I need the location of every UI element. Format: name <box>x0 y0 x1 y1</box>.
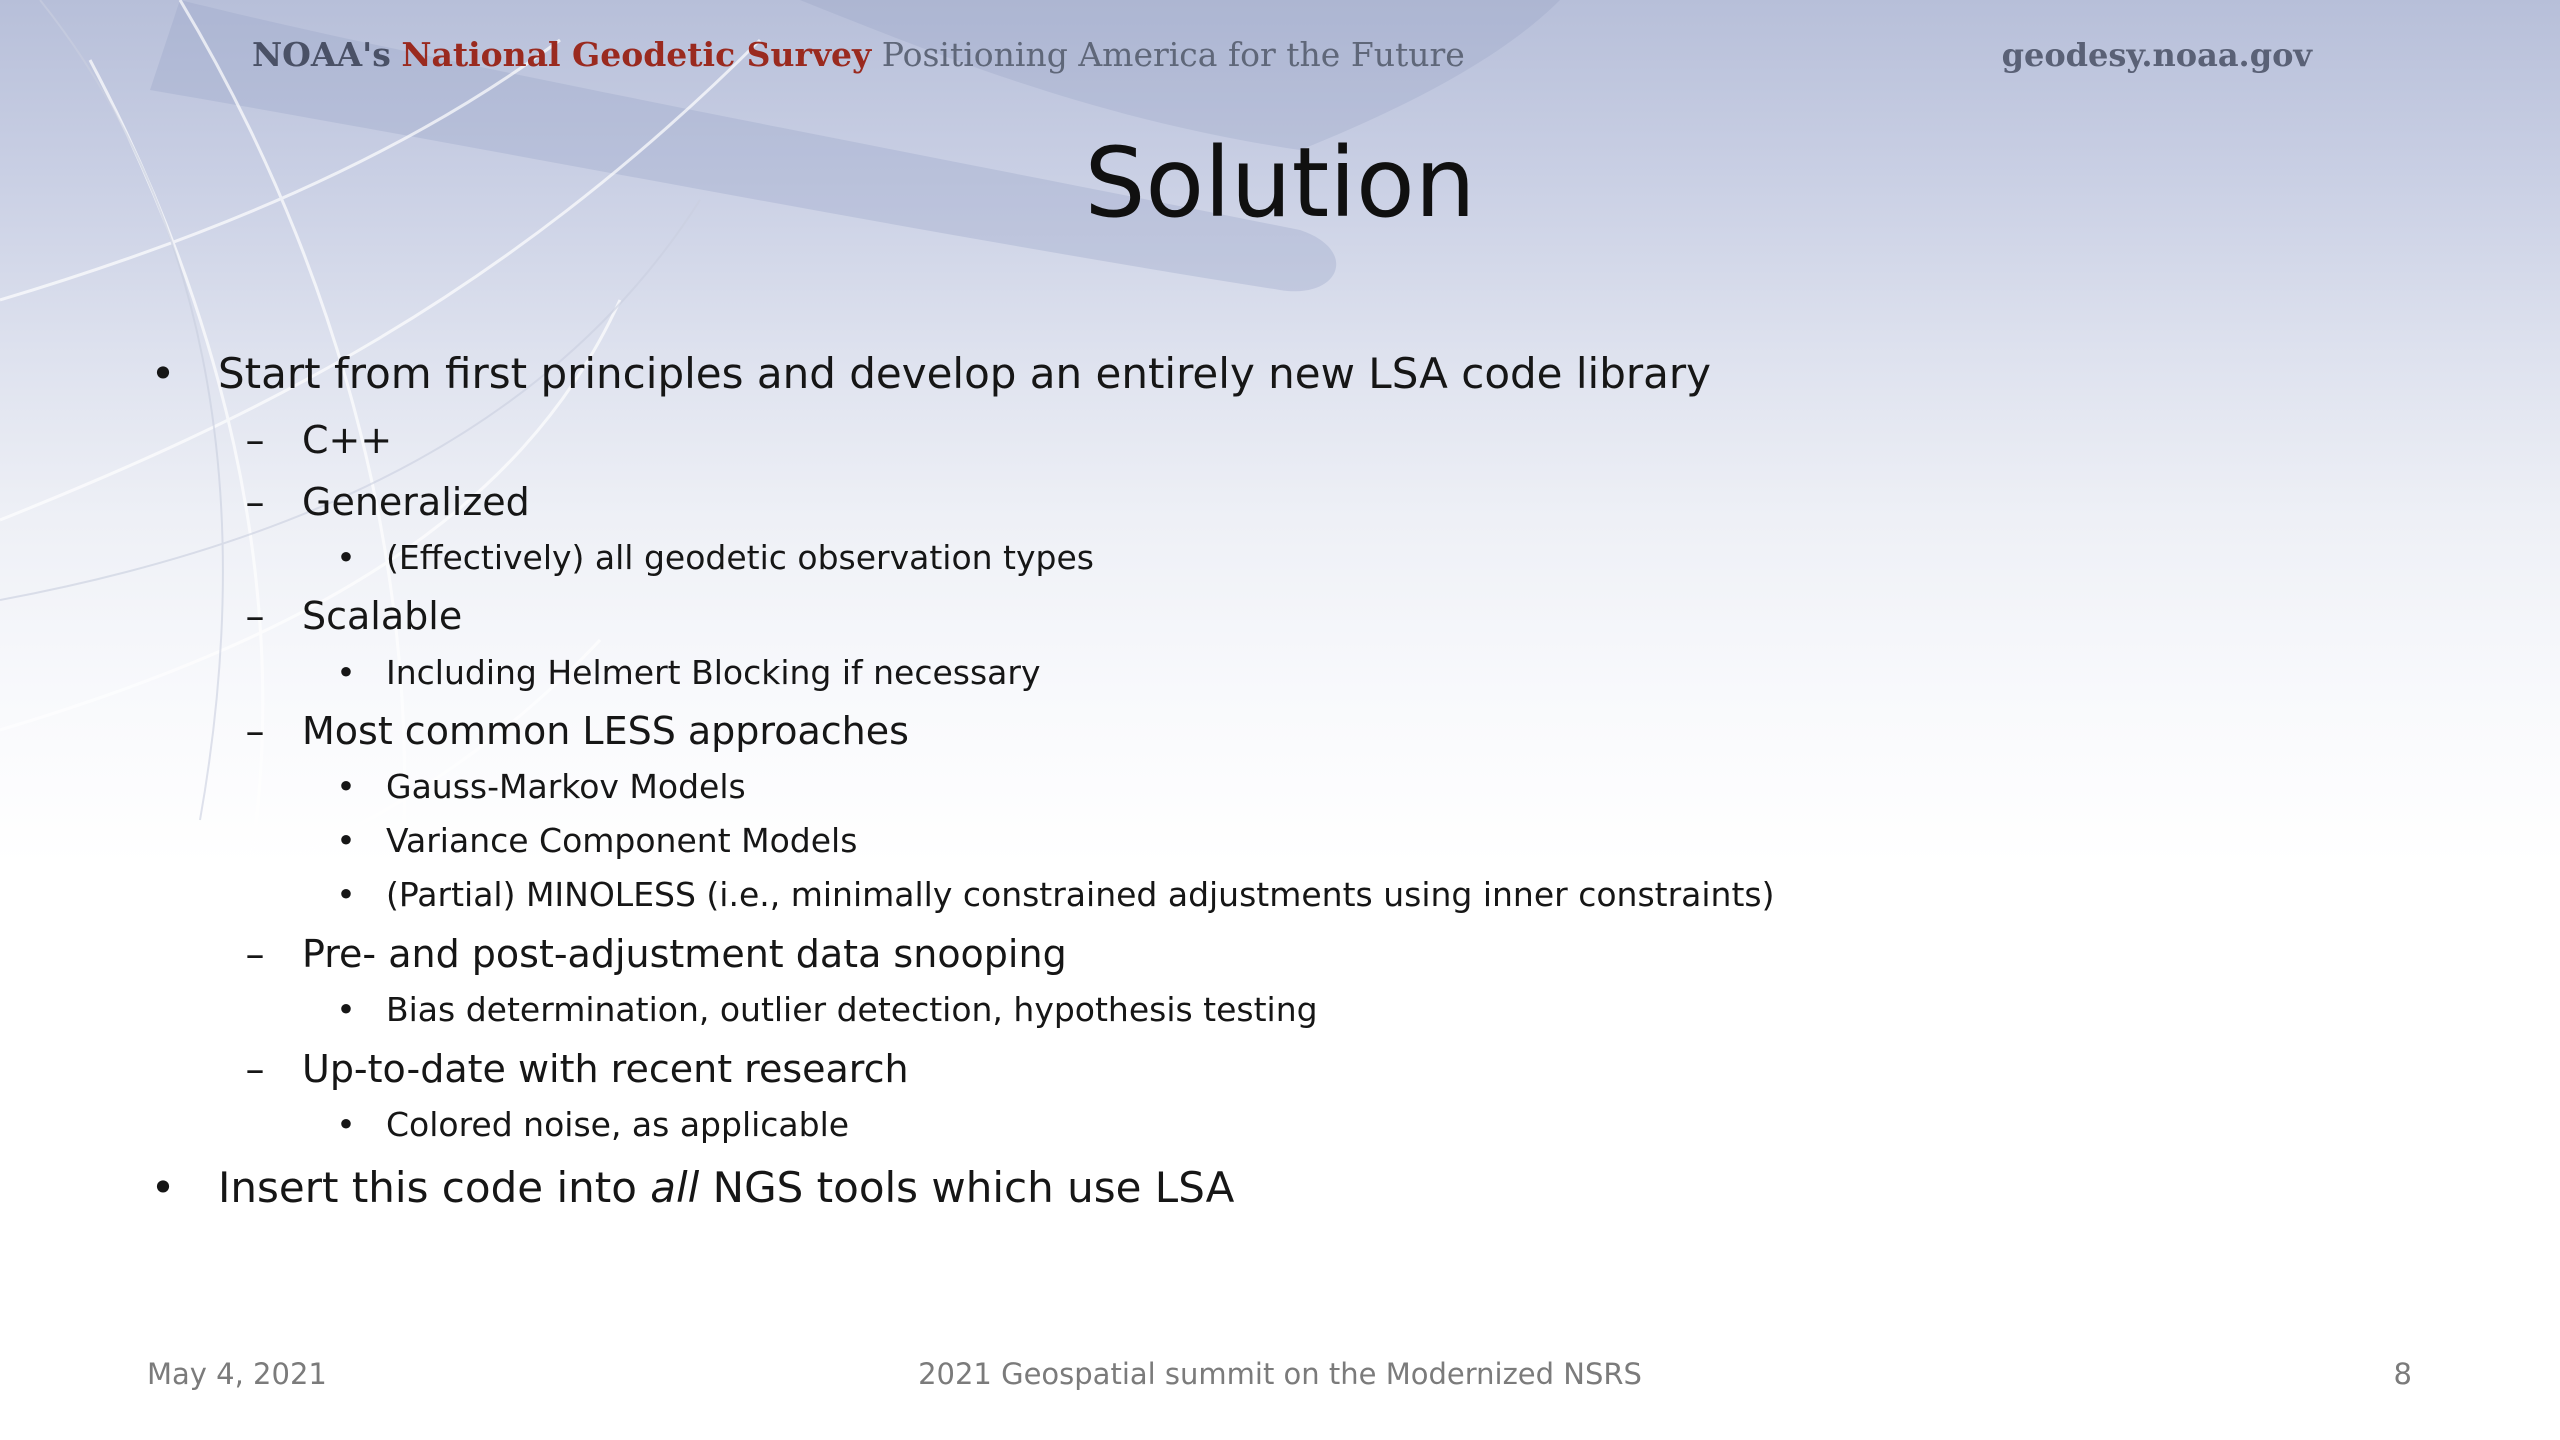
dash-marker: – <box>245 594 265 638</box>
sub-bullet-item <box>245 588 463 644</box>
sub-bullet-text: Most common LESS approaches <box>302 709 909 753</box>
sub-bullet-item <box>245 703 909 759</box>
bullet-marker: • <box>336 538 356 577</box>
sub-bullet-text: Generalized <box>302 480 530 524</box>
bullet-text-emphasis: all <box>650 1163 700 1212</box>
sub-sub-bullet-text: Gauss-Markov Models <box>386 767 746 806</box>
bullet-marker: • <box>336 1105 356 1144</box>
sub-sub-bullet-text: Variance Component Models <box>386 821 858 860</box>
sub-sub-bullet-item <box>336 534 1094 582</box>
bullet-marker: • <box>336 821 356 860</box>
footer-page-number: 8 <box>2393 1357 2412 1391</box>
header-website: geodesy.noaa.gov <box>2001 36 2312 74</box>
sub-bullet-item <box>245 412 393 468</box>
sub-sub-bullet-text: Including Helmert Blocking if necessary <box>386 653 1041 692</box>
bullet-text: Start from first principles and develop an entirely new LSA code library <box>218 349 1711 398</box>
dash-marker: – <box>245 480 265 524</box>
bullet-marker: • <box>336 875 356 914</box>
dash-marker: – <box>245 932 265 976</box>
bullet-marker: • <box>150 1163 176 1212</box>
slide-title: Solution <box>1084 127 1476 239</box>
bullet-marker: • <box>336 990 356 1029</box>
footer-event: 2021 Geospatial summit on the Modernized NSRS <box>918 1357 1642 1391</box>
dash-marker: – <box>245 418 265 462</box>
sub-bullet-text: C++ <box>302 418 393 462</box>
bullet-text-after: NGS tools which use LSA <box>699 1163 1235 1212</box>
header-branding <box>252 30 1465 80</box>
header-agency: National Geodetic Survey <box>401 35 872 74</box>
sub-bullet-text: Pre- and post-adjustment data snooping <box>302 932 1067 976</box>
bullet-marker: • <box>150 349 176 398</box>
sub-sub-bullet-item <box>336 817 858 865</box>
sub-sub-bullet-item <box>336 986 1318 1034</box>
sub-sub-bullet-text: (Effectively) all geodetic observation types <box>386 538 1094 577</box>
bullet-text-before: Insert this code into <box>218 1163 651 1212</box>
dash-marker: – <box>245 709 265 753</box>
sub-sub-bullet-item <box>336 649 1041 697</box>
sub-bullet-text: Up-to-date with recent research <box>302 1047 909 1091</box>
sub-sub-bullet-text: Bias determination, outlier detection, hypothesis testing <box>386 990 1318 1029</box>
bullet-item <box>150 1158 1235 1218</box>
sub-sub-bullet-item <box>336 763 746 811</box>
bullet-marker: • <box>336 653 356 692</box>
sub-bullet-item <box>245 1041 909 1097</box>
bullet-item <box>150 344 1711 404</box>
sub-sub-bullet-text: (Partial) MINOLESS (i.e., minimally constrained adjustments using inner constraints) <box>386 875 1775 914</box>
dash-marker: – <box>245 1047 265 1091</box>
sub-bullet-item <box>245 474 530 530</box>
bullet-text <box>218 1163 1234 1212</box>
sub-sub-bullet-item <box>336 1101 850 1149</box>
sub-bullet-text: Scalable <box>302 594 463 638</box>
header-org: NOAA's <box>252 35 391 74</box>
bullet-marker: • <box>336 767 356 806</box>
footer-date: May 4, 2021 <box>147 1357 327 1391</box>
sub-bullet-item <box>245 926 1067 982</box>
header-tagline: Positioning America for the Future <box>881 35 1465 74</box>
sub-sub-bullet-item <box>336 871 1775 919</box>
sub-sub-bullet-text: Colored noise, as applicable <box>386 1105 850 1144</box>
